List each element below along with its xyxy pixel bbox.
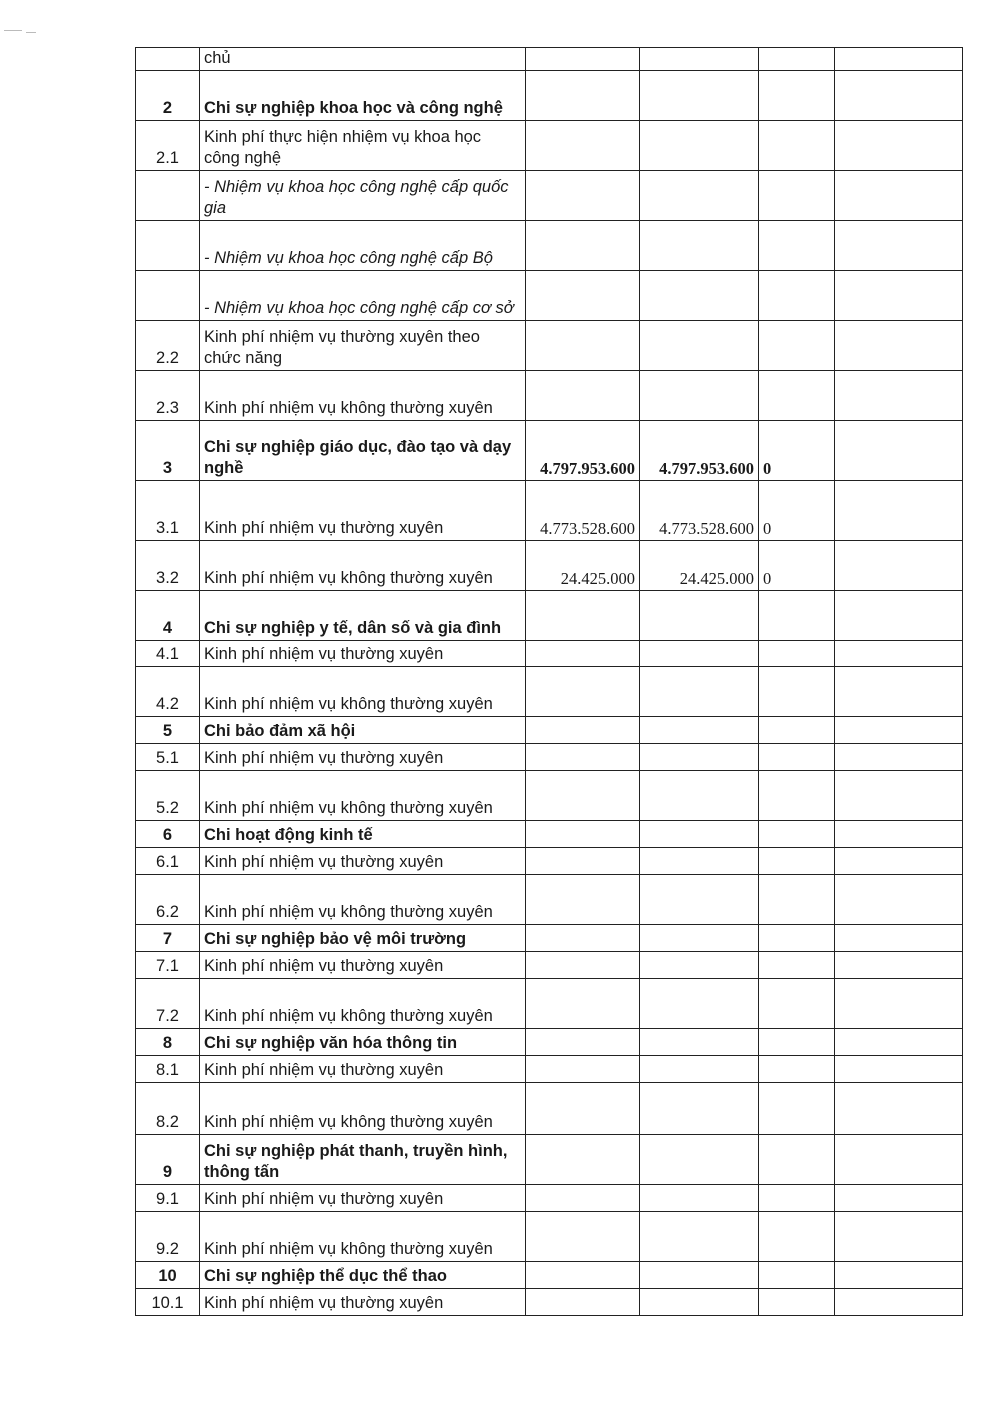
row-number: 6.1 [136, 848, 200, 875]
row-value-estimate [526, 821, 640, 848]
row-note [835, 1262, 963, 1289]
table-row [136, 821, 963, 848]
row-value-estimate [526, 717, 640, 744]
table-row [136, 925, 963, 952]
row-value-actual [640, 1185, 759, 1212]
row-value-estimate [526, 321, 640, 371]
row-number [136, 271, 200, 321]
row-value-estimate [526, 1262, 640, 1289]
row-number: 3.2 [136, 541, 200, 591]
row-value-difference [759, 71, 835, 121]
row-note [835, 979, 963, 1029]
row-note [835, 1135, 963, 1185]
row-number: 5 [136, 717, 200, 744]
row-item-name: Kinh phí nhiệm vụ thường xuyên theo chức năng [200, 321, 526, 371]
row-value-actual [640, 952, 759, 979]
row-item-name: Kinh phí nhiệm vụ thường xuyên [200, 1056, 526, 1083]
row-item-name: Kinh phí nhiệm vụ thường xuyên [200, 1185, 526, 1212]
row-value-estimate [526, 1029, 640, 1056]
row-value-actual [640, 1056, 759, 1083]
row-item-name: Kinh phí nhiệm vụ thường xuyên [200, 1289, 526, 1316]
row-number: 8 [136, 1029, 200, 1056]
table-row [136, 541, 963, 591]
row-value-difference [759, 848, 835, 875]
table-row [136, 875, 963, 925]
table-row [136, 371, 963, 421]
row-note [835, 925, 963, 952]
row-value-difference: 0 [759, 481, 835, 541]
row-value-actual [640, 1289, 759, 1316]
row-value-difference [759, 1083, 835, 1135]
row-value-difference [759, 771, 835, 821]
table-row [136, 667, 963, 717]
row-number: 2 [136, 71, 200, 121]
row-item-name: chủ [200, 48, 526, 71]
row-value-difference [759, 171, 835, 221]
row-item-name: Chi sự nghiệp phát thanh, truyền hình, thông tấn [200, 1135, 526, 1185]
row-item-name: Kinh phí nhiệm vụ thường xuyên [200, 952, 526, 979]
row-value-estimate [526, 979, 640, 1029]
table-row [136, 121, 963, 171]
row-number: 7.1 [136, 952, 200, 979]
row-value-difference [759, 979, 835, 1029]
row-value-estimate [526, 371, 640, 421]
row-value-difference [759, 1289, 835, 1316]
row-number: 3.1 [136, 481, 200, 541]
row-note [835, 121, 963, 171]
row-item-name: - Nhiệm vụ khoa học công nghệ cấp cơ sở [200, 271, 526, 321]
row-note [835, 952, 963, 979]
row-value-actual [640, 371, 759, 421]
row-value-estimate [526, 952, 640, 979]
row-value-difference [759, 1135, 835, 1185]
row-number: 2.1 [136, 121, 200, 171]
row-value-difference [759, 1185, 835, 1212]
row-note [835, 541, 963, 591]
row-value-difference [759, 875, 835, 925]
row-number: 8.2 [136, 1083, 200, 1135]
row-note [835, 848, 963, 875]
row-note [835, 171, 963, 221]
table-row [136, 1029, 963, 1056]
row-item-name: Kinh phí thực hiện nhiệm vụ khoa học công nghệ [200, 121, 526, 171]
row-item-name: Chi sự nghiệp y tế, dân số và gia đình [200, 591, 526, 641]
row-note [835, 1056, 963, 1083]
row-number: 5.1 [136, 744, 200, 771]
row-value-estimate [526, 744, 640, 771]
row-value-difference: 0 [759, 421, 835, 481]
row-value-estimate [526, 71, 640, 121]
row-value-estimate: 4.797.953.600 [526, 421, 640, 481]
budget-table [135, 47, 963, 1316]
row-value-estimate [526, 667, 640, 717]
row-value-actual [640, 271, 759, 321]
row-value-estimate [526, 848, 640, 875]
row-item-name: Chi sự nghiệp văn hóa thông tin [200, 1029, 526, 1056]
row-item-name: Kinh phí nhiệm vụ không thường xuyên [200, 1083, 526, 1135]
row-note [835, 221, 963, 271]
row-value-estimate [526, 771, 640, 821]
row-value-estimate [526, 925, 640, 952]
row-number: 9.2 [136, 1212, 200, 1262]
row-number: 7 [136, 925, 200, 952]
row-value-estimate [526, 171, 640, 221]
row-note [835, 48, 963, 71]
row-item-name: Kinh phí nhiệm vụ không thường xuyên [200, 1212, 526, 1262]
row-value-actual [640, 1212, 759, 1262]
row-value-actual [640, 848, 759, 875]
table-row [136, 481, 963, 541]
row-value-actual [640, 925, 759, 952]
table-row [136, 321, 963, 371]
row-value-estimate [526, 1185, 640, 1212]
row-value-difference [759, 717, 835, 744]
row-value-actual [640, 71, 759, 121]
row-number: 2.2 [136, 321, 200, 371]
row-value-estimate [526, 271, 640, 321]
row-note [835, 1212, 963, 1262]
row-note [835, 1289, 963, 1316]
row-number: 3 [136, 421, 200, 481]
table-row [136, 1135, 963, 1185]
budget-table-body [136, 48, 963, 1316]
row-value-actual [640, 979, 759, 1029]
row-value-actual [640, 171, 759, 221]
row-value-difference [759, 1212, 835, 1262]
row-value-estimate [526, 1056, 640, 1083]
row-item-name: Kinh phí nhiệm vụ không thường xuyên [200, 979, 526, 1029]
row-value-actual: 24.425.000 [640, 541, 759, 591]
row-item-name: Chi sự nghiệp khoa học và công nghệ [200, 71, 526, 121]
row-item-name: Chi sự nghiệp thể dục thể thao [200, 1262, 526, 1289]
row-item-name: Kinh phí nhiệm vụ không thường xuyên [200, 371, 526, 421]
row-note [835, 371, 963, 421]
row-number: 8.1 [136, 1056, 200, 1083]
row-item-name: - Nhiệm vụ khoa học công nghệ cấp quốc gia [200, 171, 526, 221]
row-item-name: Chi hoạt động kinh tế [200, 821, 526, 848]
row-value-difference [759, 925, 835, 952]
row-value-actual: 4.773.528.600 [640, 481, 759, 541]
row-value-actual [640, 1083, 759, 1135]
row-value-difference [759, 667, 835, 717]
row-value-estimate: 4.773.528.600 [526, 481, 640, 541]
row-value-actual [640, 875, 759, 925]
row-value-estimate [526, 48, 640, 71]
row-value-actual [640, 667, 759, 717]
row-note [835, 481, 963, 541]
row-value-actual [640, 641, 759, 667]
table-row [136, 771, 963, 821]
row-note [835, 1185, 963, 1212]
row-number: 4.1 [136, 641, 200, 667]
row-note [835, 641, 963, 667]
row-value-actual [640, 591, 759, 641]
table-row [136, 1262, 963, 1289]
table-row [136, 1083, 963, 1135]
row-number: 6 [136, 821, 200, 848]
table-row [136, 221, 963, 271]
row-value-estimate [526, 641, 640, 667]
row-value-estimate [526, 591, 640, 641]
row-value-difference [759, 271, 835, 321]
row-value-difference [759, 1029, 835, 1056]
row-note [835, 1083, 963, 1135]
row-value-estimate [526, 1212, 640, 1262]
row-value-estimate [526, 221, 640, 271]
row-number: 2.3 [136, 371, 200, 421]
row-value-difference [759, 591, 835, 641]
row-number: 5.2 [136, 771, 200, 821]
row-value-difference [759, 221, 835, 271]
row-value-difference [759, 1056, 835, 1083]
row-note [835, 421, 963, 481]
row-item-name: Kinh phí nhiệm vụ thường xuyên [200, 744, 526, 771]
row-value-estimate [526, 1135, 640, 1185]
row-value-difference [759, 321, 835, 371]
row-number: 6.2 [136, 875, 200, 925]
row-number [136, 48, 200, 71]
row-item-name: Kinh phí nhiệm vụ không thường xuyên [200, 667, 526, 717]
row-note [835, 667, 963, 717]
table-row [136, 717, 963, 744]
table-row [136, 979, 963, 1029]
row-value-actual [640, 48, 759, 71]
table-row [136, 1212, 963, 1262]
row-note [835, 875, 963, 925]
row-value-estimate [526, 1083, 640, 1135]
row-number [136, 171, 200, 221]
row-number: 7.2 [136, 979, 200, 1029]
row-number [136, 221, 200, 271]
row-note [835, 271, 963, 321]
row-value-actual [640, 1135, 759, 1185]
table-row [136, 48, 963, 71]
row-value-actual [640, 717, 759, 744]
row-value-actual [640, 121, 759, 171]
row-value-difference: 0 [759, 541, 835, 591]
row-value-actual [640, 771, 759, 821]
table-row [136, 744, 963, 771]
table-row [136, 271, 963, 321]
row-value-difference [759, 48, 835, 71]
row-value-difference [759, 1262, 835, 1289]
row-note [835, 744, 963, 771]
row-value-difference [759, 641, 835, 667]
table-row [136, 952, 963, 979]
row-note [835, 717, 963, 744]
table-row [136, 591, 963, 641]
row-number: 9 [136, 1135, 200, 1185]
row-value-difference [759, 821, 835, 848]
row-note [835, 71, 963, 121]
row-item-name: - Nhiệm vụ khoa học công nghệ cấp Bộ [200, 221, 526, 271]
row-note [835, 321, 963, 371]
row-number: 10.1 [136, 1289, 200, 1316]
row-item-name: Chi bảo đảm xã hội [200, 717, 526, 744]
row-value-estimate [526, 875, 640, 925]
table-row [136, 848, 963, 875]
table-row [136, 1289, 963, 1316]
row-value-difference [759, 952, 835, 979]
row-item-name: Kinh phí nhiệm vụ thường xuyên [200, 641, 526, 667]
row-item-name: Kinh phí nhiệm vụ không thường xuyên [200, 875, 526, 925]
row-number: 4 [136, 591, 200, 641]
row-value-difference [759, 121, 835, 171]
row-number: 10 [136, 1262, 200, 1289]
table-row [136, 1056, 963, 1083]
table-row [136, 1185, 963, 1212]
row-item-name: Kinh phí nhiệm vụ thường xuyên [200, 848, 526, 875]
row-item-name: Chi sự nghiệp bảo vệ môi trường [200, 925, 526, 952]
row-number: 4.2 [136, 667, 200, 717]
table-row [136, 171, 963, 221]
row-item-name: Kinh phí nhiệm vụ không thường xuyên [200, 771, 526, 821]
row-value-estimate: 24.425.000 [526, 541, 640, 591]
row-value-actual [640, 821, 759, 848]
row-number: 9.1 [136, 1185, 200, 1212]
row-value-actual [640, 1262, 759, 1289]
row-value-difference [759, 371, 835, 421]
row-value-actual [640, 221, 759, 271]
scan-artifact [4, 30, 44, 36]
row-note [835, 1029, 963, 1056]
row-value-difference [759, 744, 835, 771]
row-item-name: Kinh phí nhiệm vụ không thường xuyên [200, 541, 526, 591]
row-note [835, 821, 963, 848]
table-row [136, 641, 963, 667]
row-value-actual: 4.797.953.600 [640, 421, 759, 481]
row-value-actual [640, 1029, 759, 1056]
row-value-actual [640, 744, 759, 771]
row-value-actual [640, 321, 759, 371]
row-value-estimate [526, 121, 640, 171]
table-row [136, 421, 963, 481]
row-value-estimate [526, 1289, 640, 1316]
table-row [136, 71, 963, 121]
row-item-name: Kinh phí nhiệm vụ thường xuyên [200, 481, 526, 541]
row-note [835, 591, 963, 641]
row-note [835, 771, 963, 821]
row-item-name: Chi sự nghiệp giáo dục, đào tạo và dạy nghề [200, 421, 526, 481]
